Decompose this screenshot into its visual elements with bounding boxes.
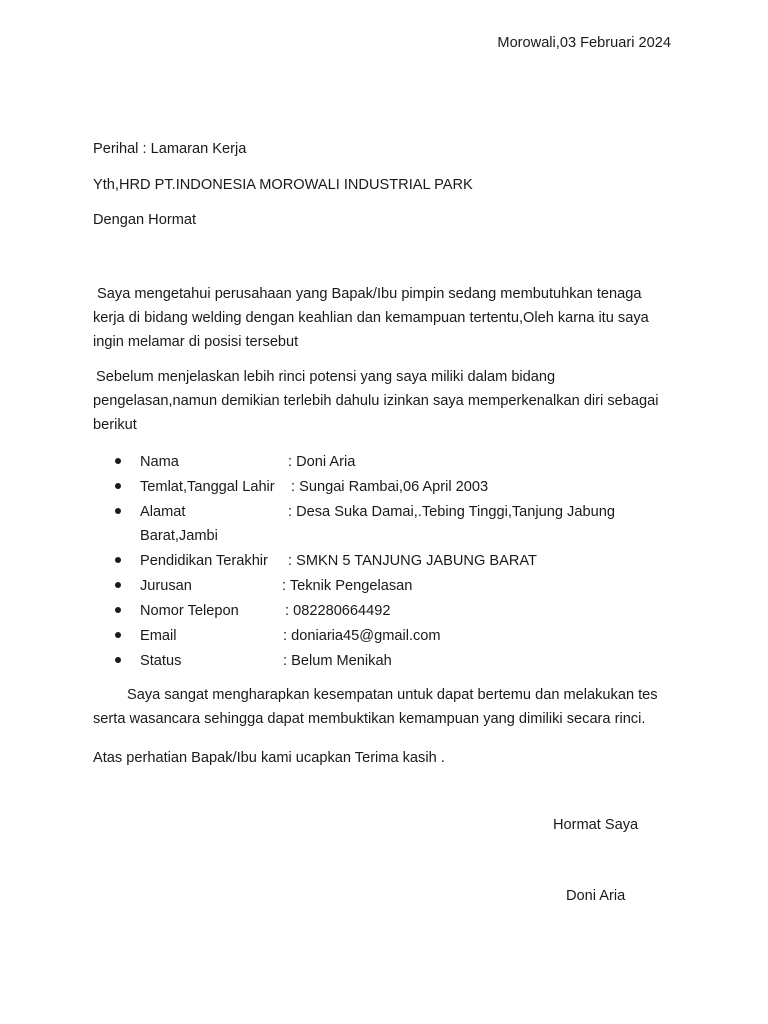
paragraph-thanks	[93, 746, 673, 770]
paragraph-intro	[93, 282, 673, 354]
signature-name: Doni Aria	[566, 888, 626, 904]
paragraph-self-intro	[93, 365, 673, 437]
biodata-item-pendidikan	[115, 549, 675, 574]
biodata-item-ttl	[115, 475, 675, 500]
biodata-label: Temlat,Tanggal Lahir	[140, 479, 275, 495]
biodata-value-continued: Barat,Jambi	[140, 528, 218, 544]
bullet-icon	[115, 632, 121, 638]
paragraph-line: berikut	[93, 417, 137, 433]
biodata-label: Alamat	[140, 504, 186, 520]
paragraph-line: Saya sangat mengharapkan kesempatan untuk dapat bertemu dan melakukan tes	[127, 687, 658, 703]
bullet-icon	[115, 607, 121, 613]
letter-recipient: Yth,HRD PT.INDONESIA MOROWALI INDUSTRIAL PARK	[93, 177, 473, 193]
letter-subject: Perihal : Lamaran Kerja	[93, 141, 247, 157]
biodata-value: : 082280664492	[285, 603, 391, 619]
biodata-label: Nama	[140, 454, 179, 470]
bullet-icon	[115, 483, 121, 489]
bullet-icon	[115, 458, 121, 464]
biodata-list	[115, 450, 675, 674]
biodata-item-nama	[115, 450, 675, 475]
paragraph-line: serta wasancara sehingga dapat membuktikan kemampuan yang dimiliki secara rinci.	[93, 711, 646, 727]
biodata-item-status	[115, 649, 675, 674]
paragraph-line: ingin melamar di posisi tersebut	[93, 334, 299, 350]
paragraph-line: kerja di bidang welding dengan keahlian dan kemampuan tertentu,Oleh karna itu saya	[93, 310, 649, 326]
letter-closing: Hormat Saya	[553, 817, 639, 833]
biodata-item-alamat	[115, 500, 675, 549]
bullet-icon	[115, 557, 121, 563]
biodata-value: : Sungai Rambai,06 April 2003	[291, 479, 489, 495]
biodata-label: Nomor Telepon	[140, 603, 239, 619]
biodata-item-telepon	[115, 599, 675, 624]
bullet-icon	[115, 657, 121, 663]
biodata-value: : doniaria45@gmail.com	[283, 628, 441, 644]
biodata-value: : Doni Aria	[288, 454, 356, 470]
paragraph-line: Atas perhatian Bapak/Ibu kami ucapkan Terima kasih .	[93, 750, 445, 766]
biodata-value: : SMKN 5 TANJUNG JABUNG BARAT	[288, 553, 537, 569]
letter-date: Morowali,03 Februari 2024	[497, 35, 671, 51]
biodata-label: Email	[140, 628, 177, 644]
biodata-label: Status	[140, 653, 182, 669]
paragraph-line: Sebelum menjelaskan lebih rinci potensi yang saya miliki dalam bidang	[96, 369, 556, 385]
bullet-icon	[115, 508, 121, 514]
biodata-label: Jurusan	[140, 578, 192, 594]
biodata-value: : Desa Suka Damai,.Tebing Tinggi,Tanjung Jabung	[288, 504, 615, 520]
biodata-value: : Belum Menikah	[283, 653, 392, 669]
biodata-value: : Teknik Pengelasan	[282, 578, 413, 594]
paragraph-line: Saya mengetahui perusahaan yang Bapak/Ibu pimpin sedang membutuhkan tenaga	[93, 286, 642, 302]
paragraph-line: pengelasan,namun demikian terlebih dahulu izinkan saya memperkenalkan diri sebagai	[93, 393, 659, 409]
bullet-icon	[115, 582, 121, 588]
biodata-item-email	[115, 624, 675, 649]
paragraph-request	[93, 683, 673, 731]
biodata-label: Pendidikan Terakhir	[140, 553, 268, 569]
letter-greeting: Dengan Hormat	[93, 212, 197, 228]
biodata-item-jurusan	[115, 574, 675, 599]
